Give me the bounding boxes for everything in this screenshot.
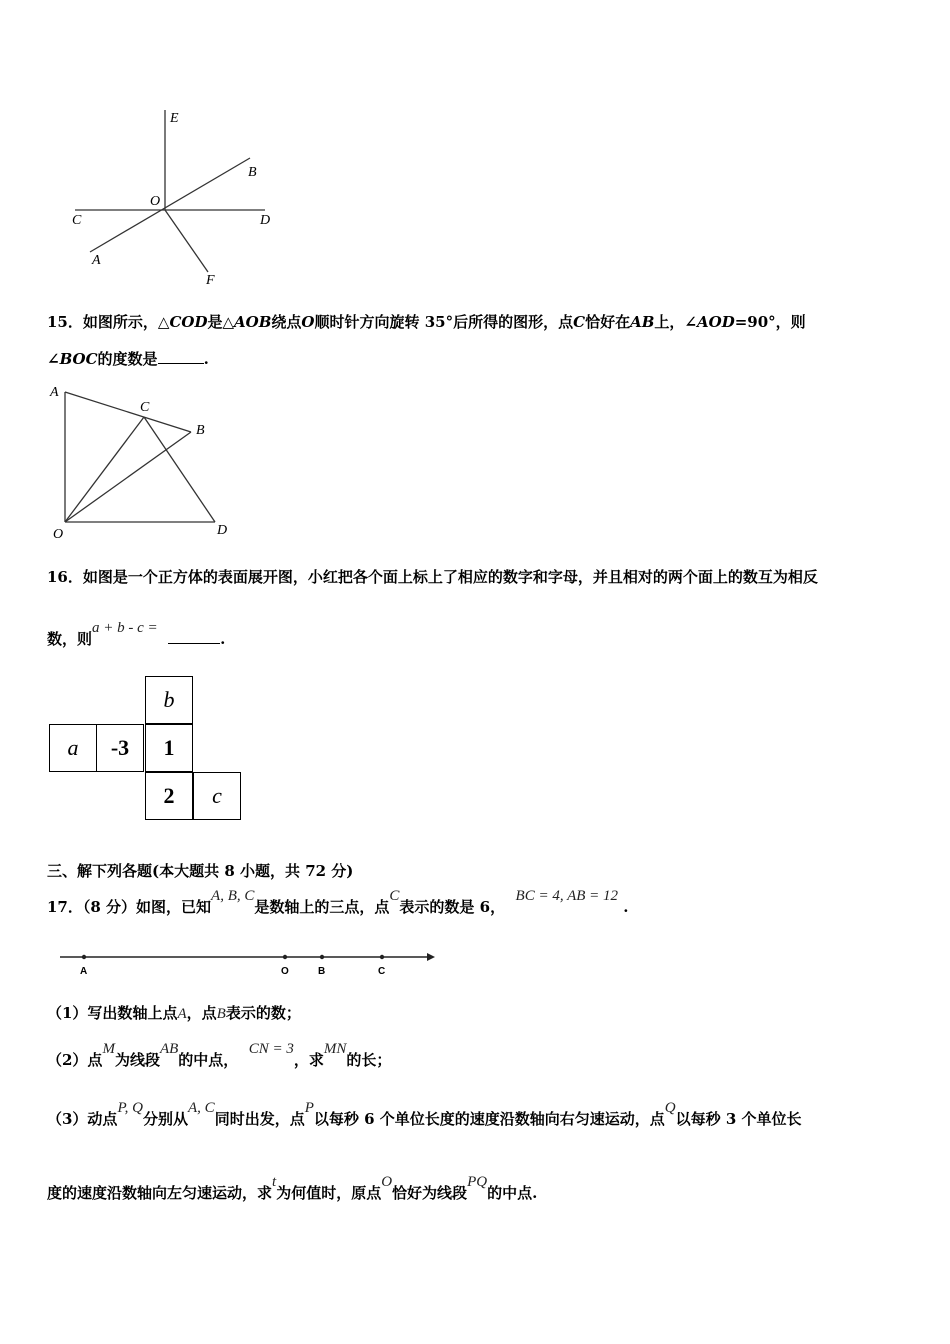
question-15-line2: ∠BOC的度数是 . (47, 350, 209, 368)
seg-OB (65, 432, 191, 522)
question-17-part-3: （3）动点P, Q分别从A, C同时出发，点P以每秒 6 个单位长度的速度沿数轴向右匀速运动，点Q以每秒 3 个单位长 (47, 1100, 802, 1128)
ray-OF (165, 210, 208, 272)
label-C: C (140, 400, 150, 415)
line-AB (90, 158, 250, 252)
label-A: A (92, 253, 101, 268)
axis-label-B: B (318, 966, 326, 977)
question-15: 15．如图所示，△COD是△AOB绕点O顺时针方向旋转 35°后所得的图形，点C恰好在AB上，∠AOD=90°，则 (47, 313, 806, 331)
answer-blank-16[interactable] (168, 642, 220, 644)
net-cell-a: a (49, 724, 97, 772)
label-O: O (150, 194, 161, 209)
expression-abc: a + b - c = (92, 620, 158, 636)
point-A (82, 955, 86, 959)
net-cell-1: 1 (145, 724, 193, 772)
axis-label-O: O (281, 966, 289, 977)
label-C: C (72, 213, 82, 228)
label-B: B (196, 423, 205, 438)
figure-14 (60, 100, 290, 290)
figure-15 (45, 380, 245, 545)
section-3-title: 三、解下列各题(本大题共 8 小题，共 72 分) (47, 862, 354, 880)
label-E: E (170, 111, 179, 126)
point-B (320, 955, 324, 959)
axis-label-C: C (378, 966, 386, 977)
axis-label-A: A (80, 966, 88, 977)
seg-OC (65, 417, 144, 522)
label-O: O (53, 527, 64, 542)
net-cell-minus3: -3 (96, 724, 144, 772)
net-cell-2: 2 (145, 772, 193, 820)
question-16-line2: 数，则a + b - c = . (47, 620, 226, 648)
label-D: D (260, 213, 271, 228)
net-cell-b: b (145, 676, 193, 724)
label-F: F (206, 273, 215, 288)
question-17: 17．（8 分）如图，已知A, B, C是数轴上的三点，点C表示的数是 6， BC = 4, AB = 12 . (47, 888, 629, 916)
net-cell-c: c (193, 772, 241, 820)
label-A: A (50, 385, 59, 400)
question-17-part-3-line2: 度的速度沿数轴向左匀速运动，求t为何值时，原点O恰好为线段PQ的中点. (47, 1174, 538, 1202)
point-C (380, 955, 384, 959)
point-O (283, 955, 287, 959)
question-16: 16．如图是一个正方体的表面展开图，小红把各个面上标上了相应的数字和字母，并且相对的两个面上的数互为相反 (47, 568, 818, 586)
label-D: D (217, 523, 228, 538)
number-line (55, 945, 445, 980)
question-17-part-1: （1）写出数轴上点A，点B表示的数； (47, 1004, 301, 1022)
label-B: B (248, 165, 257, 180)
answer-blank-15[interactable] (158, 362, 204, 364)
question-17-part-2: （2）点M为线段AB的中点， CN = 3，求MN的长； (47, 1041, 392, 1069)
seg-AB (65, 392, 191, 432)
axis-arrow (427, 953, 435, 961)
